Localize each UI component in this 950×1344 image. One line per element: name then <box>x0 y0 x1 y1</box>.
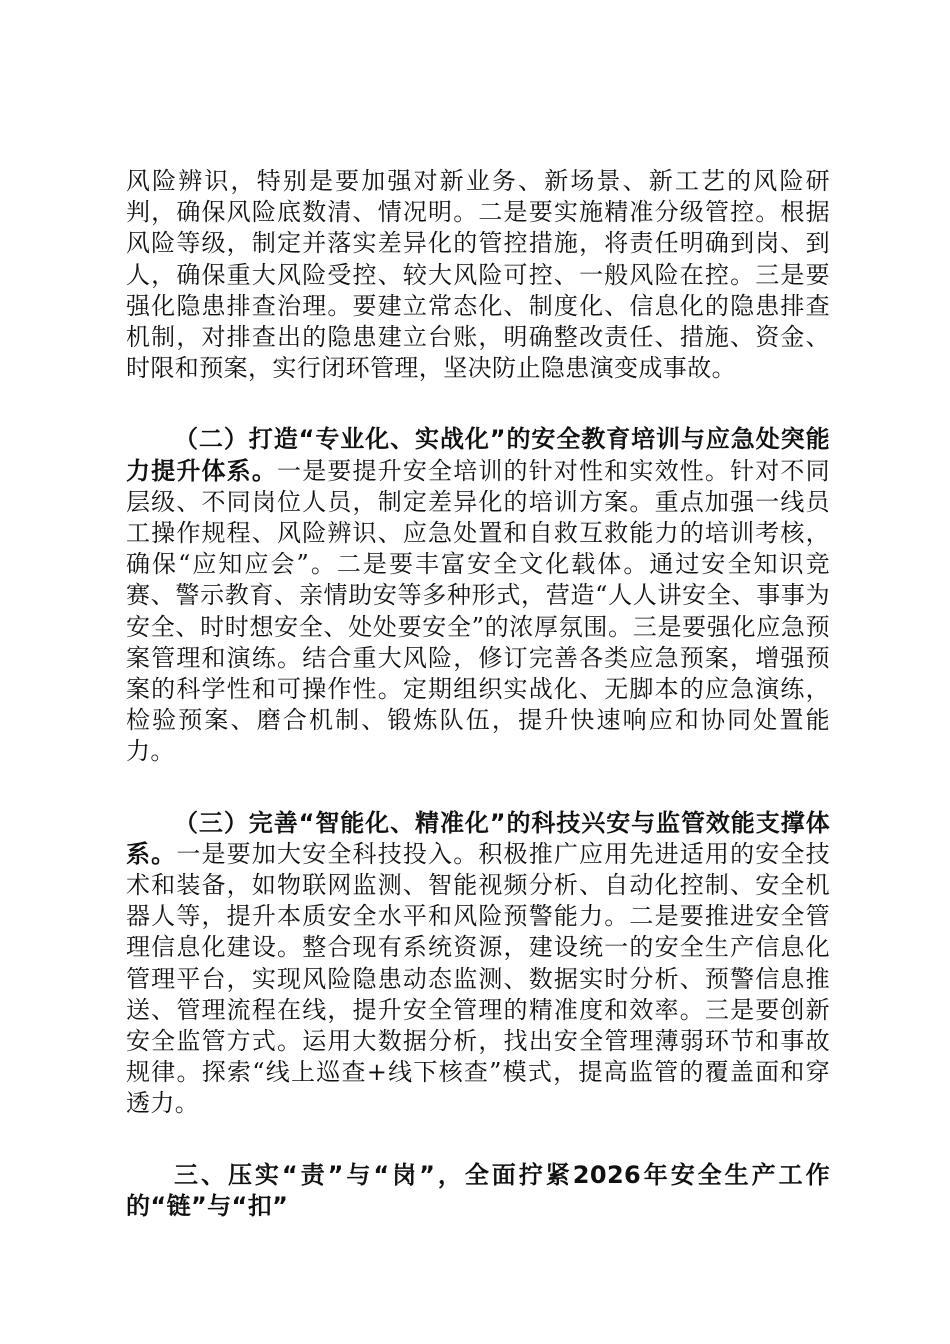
subheading-technology-system: （三）完善“智能化、精准化”的科技兴安与监管效能支撑体系。 <box>126 808 830 868</box>
document-page <box>126 166 830 1222</box>
subheading-training-system: （二）打造“专业化、实战化”的安全教育培训与应急处突能力提升体系。 <box>126 425 830 485</box>
section-heading-three: 三、压实“责”与“岗”，全面拧紧2026年安全生产工作的“链”与“扣” <box>126 1160 830 1220</box>
paragraph-technology-system <box>126 808 830 1120</box>
paragraph-training-system <box>126 424 830 767</box>
paragraph-training-body: 一是要提升安全培训的针对性和实效性。针对不同层级、不同岗位人员，制定差异化的培训方案。重点加强一线员工操作规程、风险辨识、应急处置和自救互救能力的培训考核，确保“应知应会”。二是要丰富安全文化载体。通过安全知识竞赛、警示教育、亲情助安等多种形式，营造“人人讲安全、事事为安全、时时想安全、处处要安全”的浓厚氛围。三是要强化应急预案管理和演练。结合重大风险，修订完善各类应急预案，增强预案的科学性和可操作性。定期组织实战化、无脚本的应急演练，检验预案、磨合机制、锻炼队伍，提升快速响应和协同处置能力。 <box>126 456 830 766</box>
paragraph-risk-identification: 风险辨识，特别是要加强对新业务、新场景、新工艺的风险研判，确保风险底数清、情况明。二是要实施精准分级管控。根据风险等级，制定并落实差异化的管控措施，将责任明确到岗、到人，确保重大风险受控、较大风险可控、一般风险在控。三是要强化隐患排查治理。要建立常态化、制度化、信息化的隐患排查机制，对排查出的隐患建立台账，明确整改责任、措施、资金、时限和预案，实行闭环管理，坚决防止隐患演变成事故。 <box>126 167 830 383</box>
paragraph-technology-body: 一是要加大安全科技投入。积极推广应用先进适用的安全技术和装备，如物联网监测、智能视频分析、自动化控制、安全机器人等，提升本质安全水平和风险预警能力。二是要推进安全管理信息化建设。整合现有系统资源，建设统一的安全生产信息化管理平台，实现风险隐患动态监测、数据实时分析、预警信息推送、管理流程在线，提升安全管理的精准度和效率。三是要创新安全监管方式。运用大数据分析，找出安全管理薄弱环节和事故规律。探索“线上巡查+线下核查”模式，提高监管的覆盖面和穿透力。 <box>126 839 830 1118</box>
